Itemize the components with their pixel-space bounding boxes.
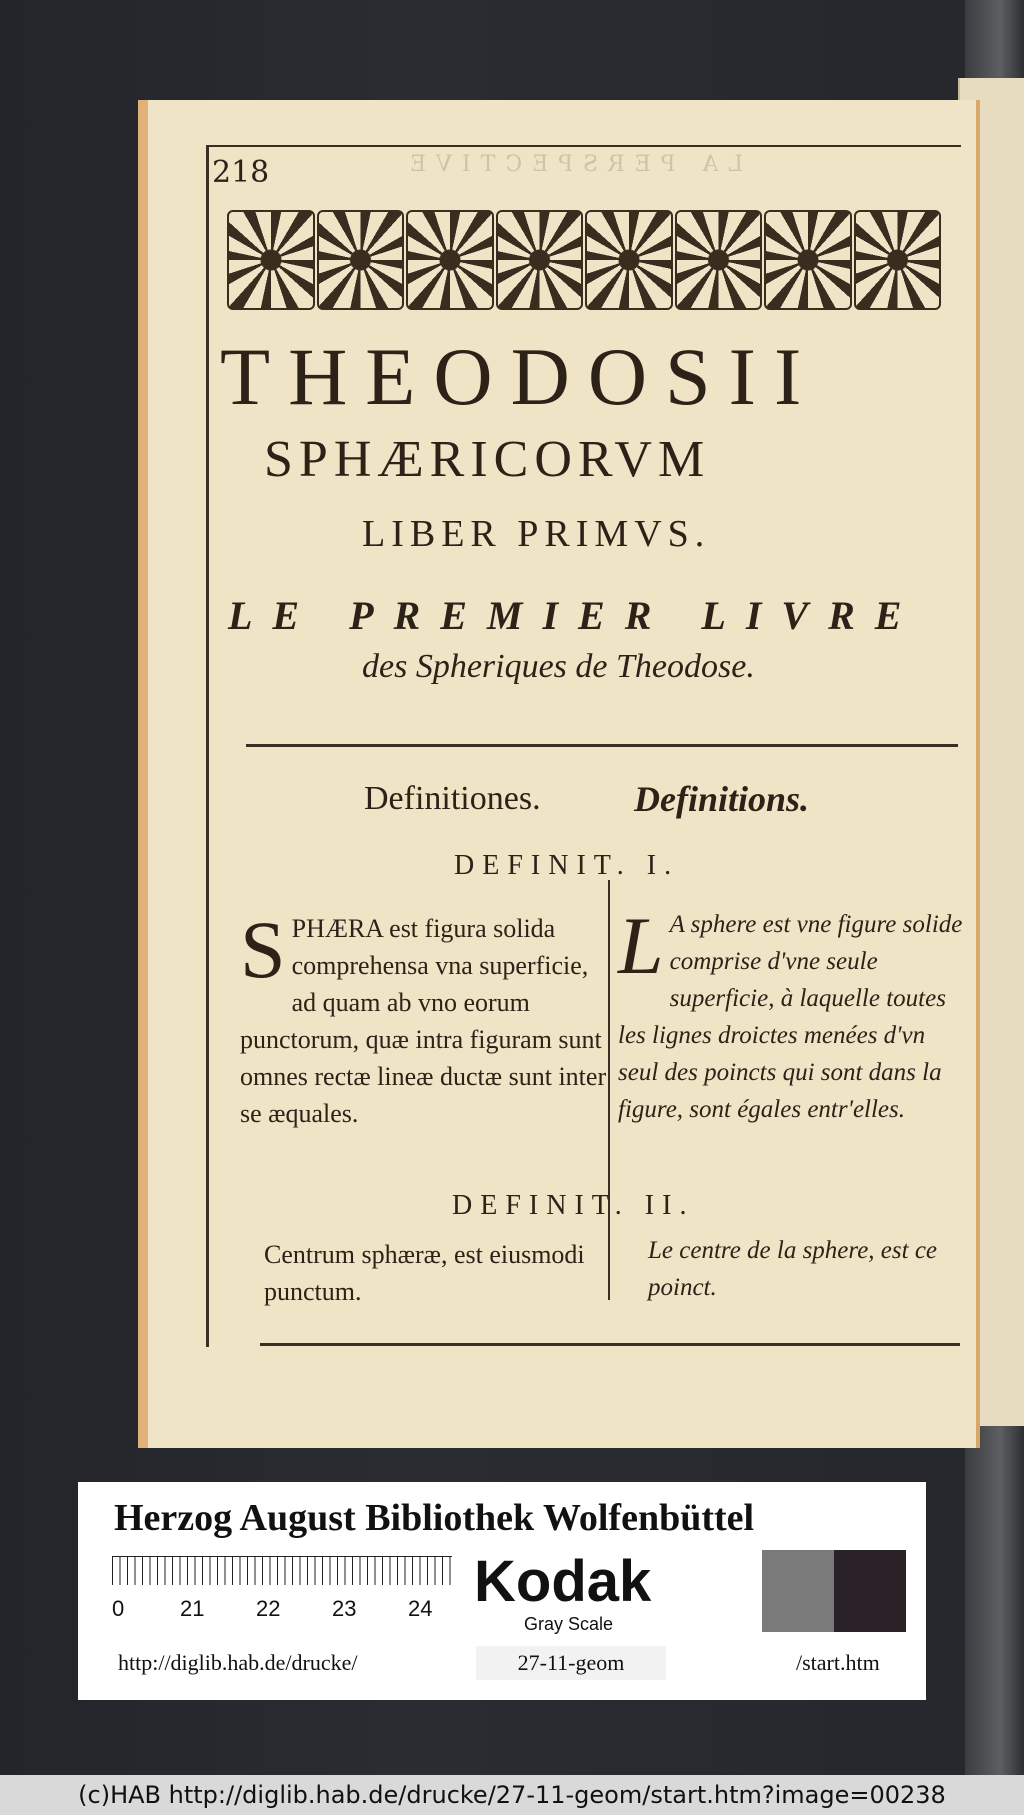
definition-1-latin-text: PHÆRA est figura solida comprehensa vna superficie, ad quam ab vno eorum punctorum, quæ intra figuram sunt omnes rectæ lineæ ductæ sunt inter se æquales. xyxy=(240,914,607,1128)
title-line-3: LIBER PRIMVS. xyxy=(362,513,711,555)
section-heading-latin: Definitiones. xyxy=(364,780,541,817)
page-number: 218 xyxy=(212,155,270,190)
url-suffix: /start.htm xyxy=(796,1650,880,1675)
kodak-gray-scale-label: Gray Scale xyxy=(524,1614,614,1634)
ornament-tile xyxy=(227,210,315,310)
ruler-label: 23 xyxy=(332,1596,357,1621)
gray-swatch-dark xyxy=(834,1550,906,1632)
url-identifier: 27-11-geom xyxy=(476,1646,666,1680)
ruler-label: 21 xyxy=(180,1596,205,1621)
ornament-tile xyxy=(675,210,763,310)
ruler-label: 22 xyxy=(256,1596,281,1621)
definition-2-latin: Centrum sphæræ, est eiusmodi punctum. xyxy=(264,1240,585,1306)
gray-swatch-white xyxy=(686,1550,766,1632)
definition-1-french-text: A sphere est vne figure solide comprise d'vne seule superficie, à laquelle toutes les lignes droictes menées d'vn seul des poincts qui sont dans la figure, sont égales entr'elles. xyxy=(618,911,963,1123)
french-subtitle: des Spheriques de Theodose. xyxy=(362,648,755,685)
ruler-ticks xyxy=(112,1556,452,1585)
ornamental-header-band xyxy=(226,210,942,310)
footer-copyright-url: (c)HAB http://diglib.hab.de/drucke/27-11-geom/start.htm?image=00238 xyxy=(0,1775,1024,1815)
dropcap-latin: S xyxy=(240,904,286,995)
running-head-showthrough: LA PERSPECTIVE xyxy=(400,152,743,177)
ornament-tile xyxy=(317,210,405,310)
ruler-label: 0 xyxy=(112,1596,125,1621)
gray-swatch-mid xyxy=(762,1550,834,1632)
french-title: LE PREMIER LIVRE xyxy=(228,593,922,638)
title-line-2: SPHÆRICORVM xyxy=(264,431,711,488)
ornament-tile xyxy=(406,210,494,310)
definition-2-french: Le centre de la sphere, est ce poinct. xyxy=(648,1237,938,1301)
definition-1-latin xyxy=(240,904,608,1132)
ornament-tile xyxy=(496,210,584,310)
column-divider xyxy=(608,880,610,1300)
section-heading-french: Definitions. xyxy=(634,779,810,819)
library-name: Herzog August Bibliothek Wolfenbüttel xyxy=(114,1497,755,1539)
kodak-logo: Kodak xyxy=(474,1549,652,1614)
ornament-tile xyxy=(585,210,673,310)
library-color-card xyxy=(78,1482,926,1700)
definition-1-french xyxy=(618,900,970,1128)
ornament-tile xyxy=(854,210,942,310)
title-line-1: THEODOSII xyxy=(220,331,820,422)
definition-1-heading: DEFINIT. I. xyxy=(454,850,680,881)
definition-2-heading: DEFINIT. II. xyxy=(452,1190,695,1221)
ruler-label: 24 xyxy=(408,1596,433,1621)
page-bottom-rule xyxy=(260,1343,960,1346)
ornament-tile xyxy=(764,210,852,310)
scale-ruler xyxy=(112,1556,452,1624)
dropcap-french: L xyxy=(618,900,664,991)
url-base: http://diglib.hab.de/drucke/ xyxy=(118,1650,358,1675)
section-divider xyxy=(246,744,958,747)
